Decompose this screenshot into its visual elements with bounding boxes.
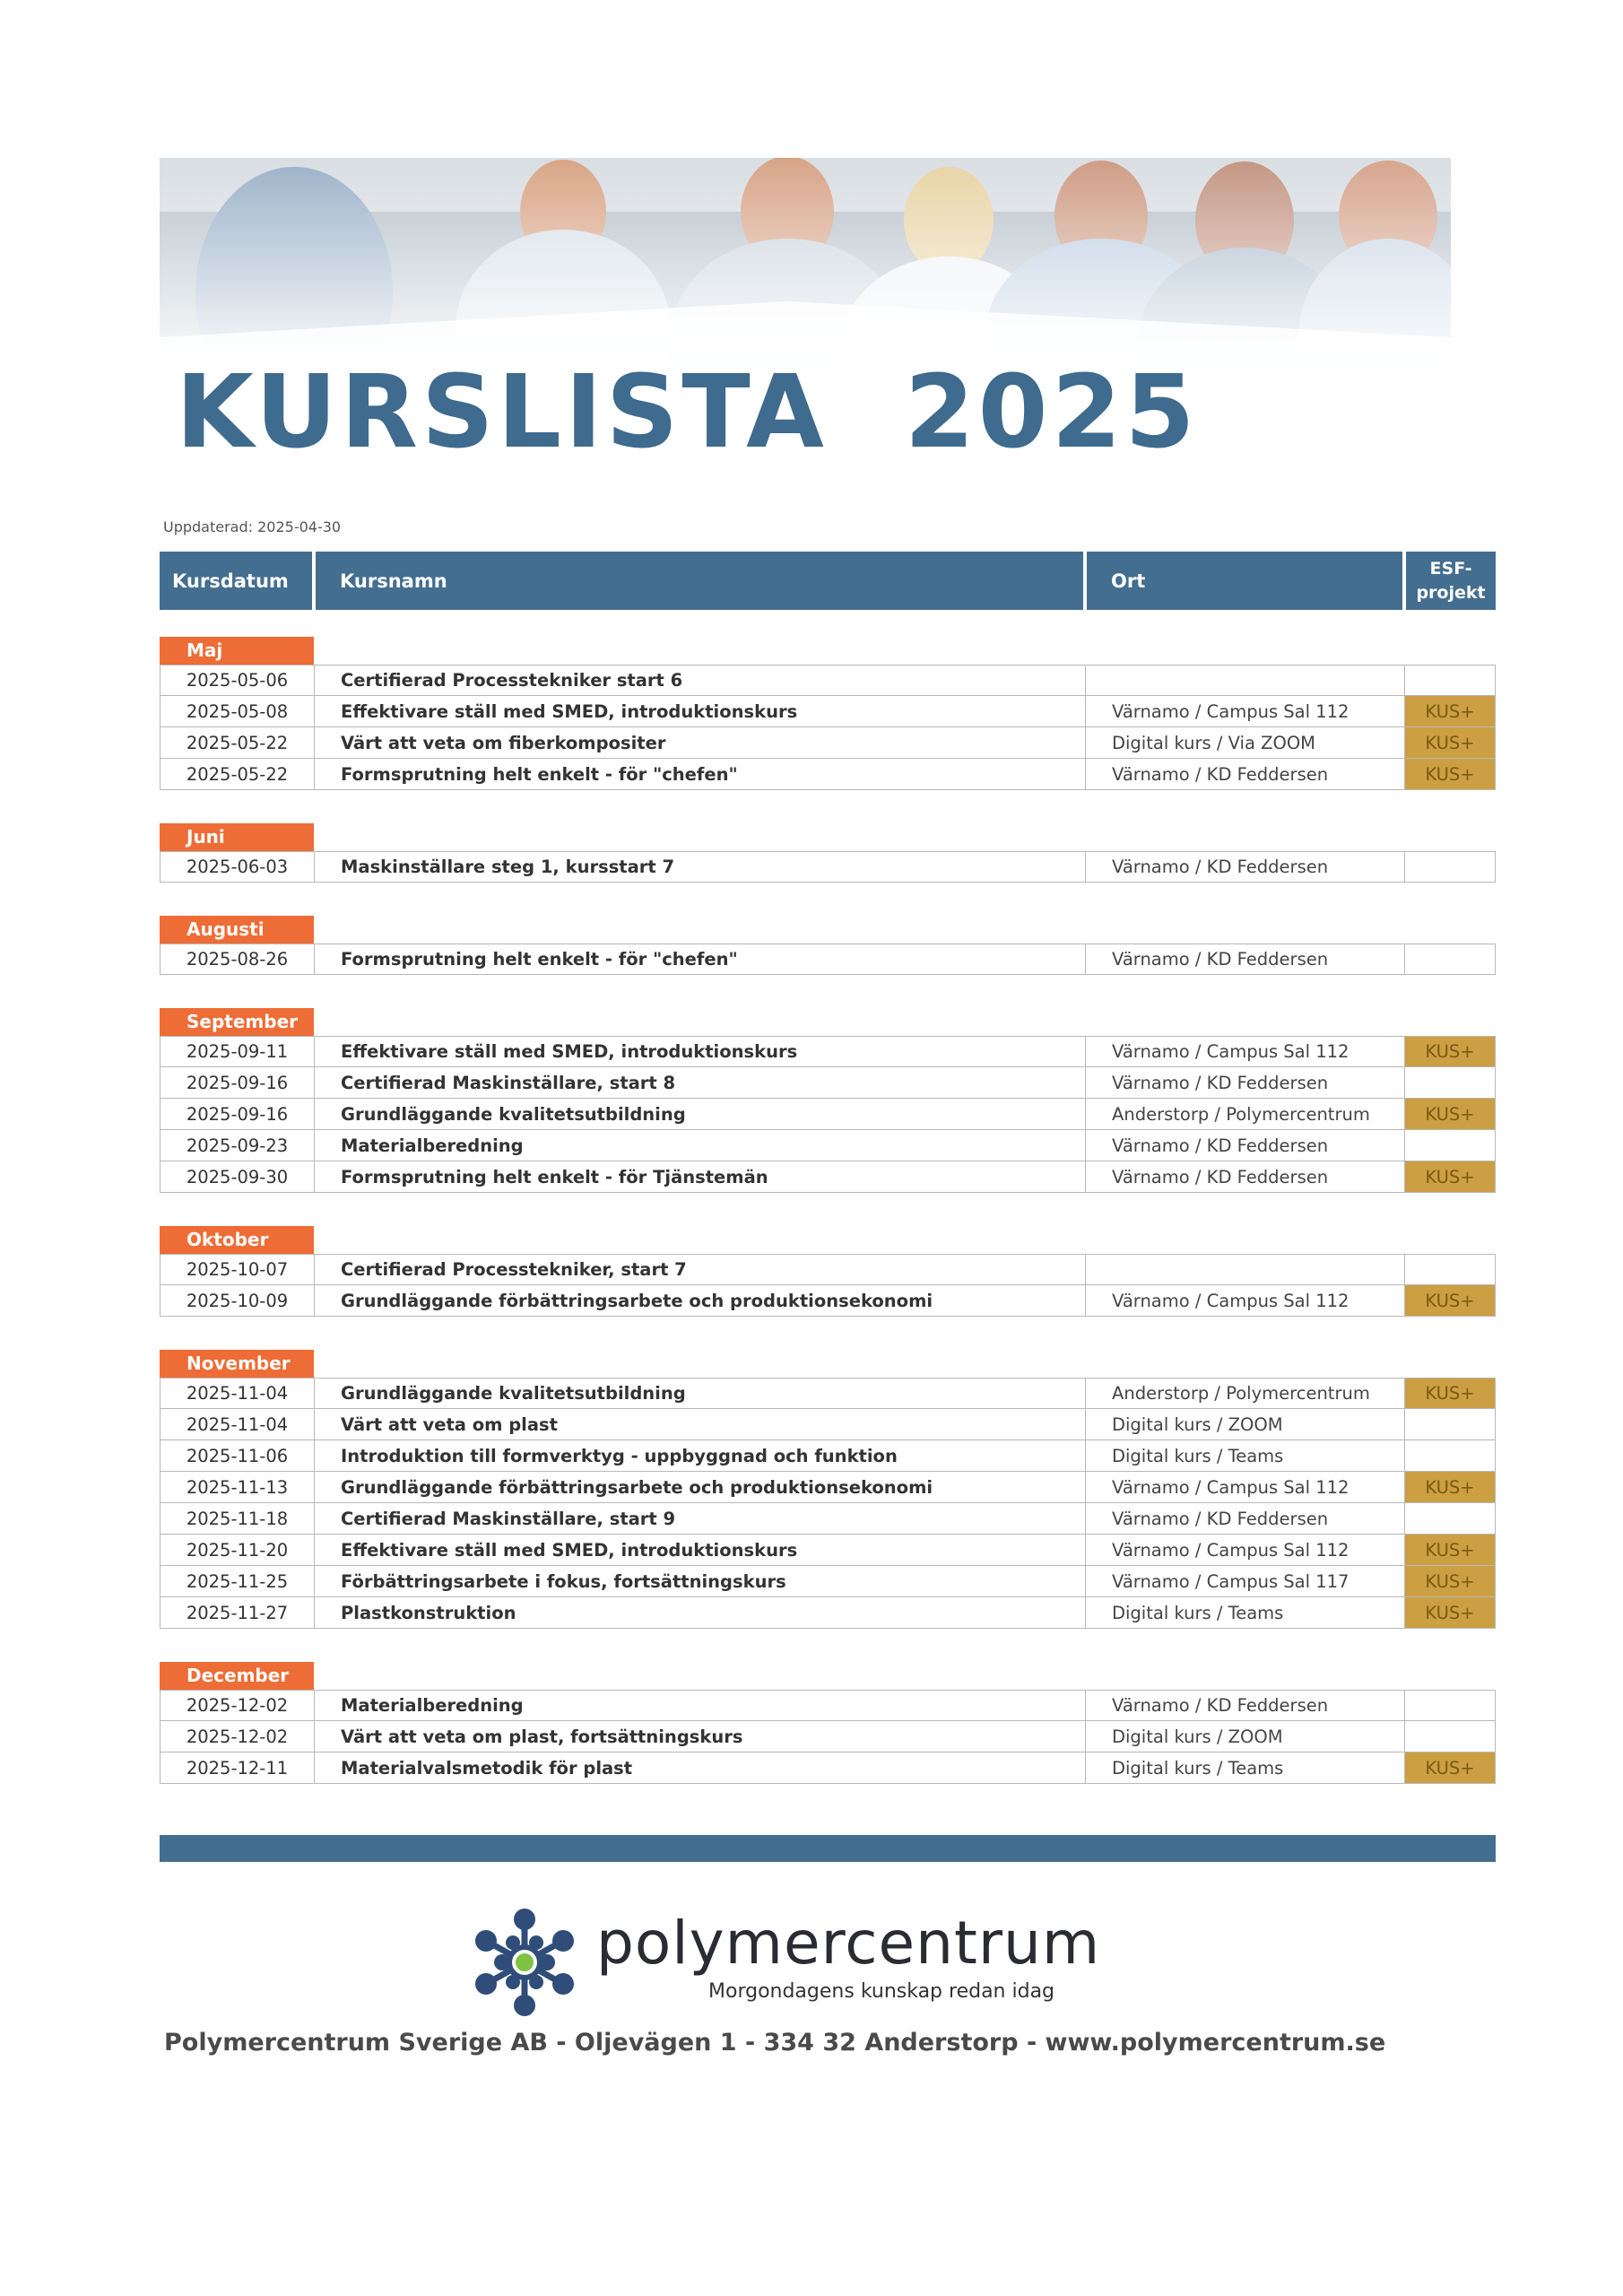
month-label: Juni (160, 823, 314, 851)
course-date: 2025-05-22 (161, 727, 315, 758)
course-date: 2025-09-30 (161, 1161, 315, 1192)
course-date: 2025-11-25 (161, 1566, 315, 1596)
course-location: Digital kurs / Teams (1086, 1597, 1405, 1628)
esf-badge (1405, 1255, 1495, 1284)
course-name: Grundläggande förbättringsarbete och produktionsekonomi (315, 1285, 1086, 1316)
esf-badge: KUS+ (1405, 1597, 1495, 1628)
esf-badge: KUS+ (1405, 1161, 1495, 1192)
course-date: 2025-05-22 (161, 759, 315, 789)
course-location: Värnamo / KD Feddersen (1086, 759, 1405, 789)
course-name: Formsprutning helt enkelt - för "chefen" (315, 944, 1086, 974)
table-row (160, 1036, 1496, 1067)
esf-badge (1405, 852, 1495, 882)
course-name: Förbättringsarbete i fokus, fortsättningskurs (315, 1566, 1086, 1596)
month-section (160, 637, 1496, 823)
month-section (160, 1350, 1496, 1662)
course-date: 2025-11-04 (161, 1378, 315, 1408)
month-label: Oktober (160, 1226, 314, 1254)
course-location: Värnamo / KD Feddersen (1086, 1691, 1405, 1720)
month-section (160, 916, 1496, 1008)
esf-badge: KUS+ (1405, 1285, 1495, 1316)
section-gap (160, 790, 1496, 823)
course-name: Värt att veta om fiberkompositer (315, 727, 1086, 758)
col-kursdatum: Kursdatum (160, 552, 312, 610)
polymercentrum-logo (466, 1909, 1101, 2016)
table-row (160, 851, 1496, 883)
logo-name: polymercentrum (596, 1909, 1101, 1978)
esf-badge (1405, 1503, 1495, 1534)
course-name: Effektivare ställ med SMED, introduktionskurs (315, 696, 1086, 726)
course-name: Grundläggande kvalitetsutbildning (315, 1099, 1086, 1129)
table-row (160, 1409, 1496, 1440)
course-date: 2025-11-20 (161, 1535, 315, 1565)
esf-badge (1405, 1440, 1495, 1471)
course-location: Värnamo / KD Feddersen (1086, 1503, 1405, 1534)
esf-badge: KUS+ (1405, 759, 1495, 789)
course-date: 2025-08-26 (161, 944, 315, 974)
course-location: Värnamo / KD Feddersen (1086, 1130, 1405, 1161)
esf-badge: KUS+ (1405, 1099, 1495, 1129)
logo-tagline: Morgondagens kunskap redan idag (708, 1980, 1055, 2003)
month-label: Maj (160, 637, 314, 665)
course-date: 2025-12-02 (161, 1721, 315, 1752)
table-row (160, 944, 1496, 975)
course-location: Värnamo / Campus Sal 112 (1086, 1535, 1405, 1565)
month-label: December (160, 1662, 314, 1690)
section-gap (160, 1193, 1496, 1226)
course-location: Digital kurs / ZOOM (1086, 1721, 1405, 1752)
table-row (160, 727, 1496, 759)
course-date: 2025-11-18 (161, 1503, 315, 1534)
month-section (160, 1226, 1496, 1350)
course-date: 2025-11-27 (161, 1597, 315, 1628)
esf-badge: KUS+ (1405, 727, 1495, 758)
course-name: Plastkonstruktion (315, 1597, 1086, 1628)
course-date: 2025-12-11 (161, 1752, 315, 1783)
course-name: Effektivare ställ med SMED, introduktionskurs (315, 1037, 1086, 1066)
course-name: Formsprutning helt enkelt - för "chefen" (315, 759, 1086, 789)
course-location: Värnamo / KD Feddersen (1086, 852, 1405, 882)
esf-badge: KUS+ (1405, 696, 1495, 726)
month-label: September (160, 1008, 314, 1036)
table-row (160, 1067, 1496, 1099)
course-name: Maskinställare steg 1, kursstart 7 (315, 852, 1086, 882)
course-date: 2025-11-13 (161, 1472, 315, 1502)
esf-badge: KUS+ (1405, 1378, 1495, 1408)
col-ort: Ort (1087, 552, 1402, 610)
month-section (160, 1662, 1496, 1784)
course-location: Värnamo / Campus Sal 112 (1086, 1285, 1405, 1316)
course-location: Digital kurs / ZOOM (1086, 1409, 1405, 1439)
col-esf-projekt: ESF-projekt (1406, 552, 1496, 610)
course-location: Digital kurs / Teams (1086, 1752, 1405, 1783)
course-location: Värnamo / KD Feddersen (1086, 944, 1405, 974)
course-location: Anderstorp / Polymercentrum (1086, 1099, 1405, 1129)
month-section (160, 1008, 1496, 1226)
course-date: 2025-11-06 (161, 1440, 315, 1471)
course-date: 2025-11-04 (161, 1409, 315, 1439)
course-name: Introduktion till formverktyg - uppbyggnad och funktion (315, 1440, 1086, 1471)
table-header (160, 552, 1496, 610)
esf-badge (1405, 665, 1495, 695)
month-section (160, 823, 1496, 916)
section-gap (160, 1317, 1496, 1350)
course-location: Värnamo / Campus Sal 112 (1086, 1037, 1405, 1066)
divider-bar (160, 1835, 1496, 1862)
col-kursnamn: Kursnamn (316, 552, 1083, 610)
molecule-icon (466, 1909, 583, 2016)
course-location: Värnamo / KD Feddersen (1086, 1161, 1405, 1192)
table-row (160, 1472, 1496, 1503)
course-name: Värt att veta om plast, fortsättningskurs (315, 1721, 1086, 1752)
course-date: 2025-10-07 (161, 1255, 315, 1284)
table-row (160, 1752, 1496, 1784)
course-name: Grundläggande kvalitetsutbildning (315, 1378, 1086, 1408)
table-row (160, 1130, 1496, 1161)
header-photo (160, 158, 1451, 370)
course-location: Värnamo / KD Feddersen (1086, 1067, 1405, 1098)
course-name: Effektivare ställ med SMED, introduktionskurs (315, 1535, 1086, 1565)
course-date: 2025-05-06 (161, 665, 315, 695)
esf-badge: KUS+ (1405, 1472, 1495, 1502)
table-row (160, 1285, 1496, 1317)
esf-badge (1405, 1691, 1495, 1720)
course-name: Formsprutning helt enkelt - för Tjänstemän (315, 1161, 1086, 1192)
course-name: Materialberedning (315, 1130, 1086, 1161)
table-row (160, 1690, 1496, 1721)
course-location: Värnamo / Campus Sal 117 (1086, 1566, 1405, 1596)
course-name: Certifierad Maskinställare, start 9 (315, 1503, 1086, 1534)
section-gap (160, 1629, 1496, 1662)
table-row (160, 1597, 1496, 1629)
course-date: 2025-12-02 (161, 1691, 315, 1720)
esf-badge: KUS+ (1405, 1752, 1495, 1783)
course-date: 2025-09-11 (161, 1037, 315, 1066)
table-row (160, 1161, 1496, 1193)
table-row (160, 1566, 1496, 1597)
page-title: KURSLISTA 2025 (176, 354, 1199, 471)
esf-badge: KUS+ (1405, 1037, 1495, 1066)
table-row (160, 1378, 1496, 1409)
course-location: Värnamo / Campus Sal 112 (1086, 696, 1405, 726)
course-location: Värnamo / Campus Sal 112 (1086, 1472, 1405, 1502)
esf-badge: KUS+ (1405, 1535, 1495, 1565)
table-row (160, 1503, 1496, 1535)
table-row (160, 759, 1496, 790)
footer-address: Polymercentrum Sverige AB - Oljevägen 1 - 334 32 Anderstorp - www.polymercentrum.se (164, 2029, 1386, 2057)
course-name: Materialvalsmetodik för plast (315, 1752, 1086, 1783)
course-location: Digital kurs / Via ZOOM (1086, 727, 1405, 758)
course-location: Anderstorp / Polymercentrum (1086, 1378, 1405, 1408)
updated-date: Uppdaterad: 2025-04-30 (163, 518, 342, 535)
table-row (160, 696, 1496, 727)
section-gap (160, 975, 1496, 1008)
course-date: 2025-09-16 (161, 1067, 315, 1098)
esf-badge (1405, 1130, 1495, 1161)
esf-badge (1405, 1067, 1495, 1098)
table-row (160, 1440, 1496, 1472)
esf-badge (1405, 944, 1495, 974)
table-row (160, 1099, 1496, 1130)
esf-badge (1405, 1721, 1495, 1752)
esf-badge (1405, 1409, 1495, 1439)
month-label: Augusti (160, 916, 314, 944)
course-name: Värt att veta om plast (315, 1409, 1086, 1439)
esf-badge: KUS+ (1405, 1566, 1495, 1596)
course-name: Certifierad Maskinställare, start 8 (315, 1067, 1086, 1098)
month-label: November (160, 1350, 314, 1378)
section-gap (160, 883, 1496, 916)
course-location (1086, 1255, 1405, 1284)
course-date: 2025-09-23 (161, 1130, 315, 1161)
course-date: 2025-06-03 (161, 852, 315, 882)
course-date: 2025-09-16 (161, 1099, 315, 1129)
table-row (160, 665, 1496, 696)
course-table (160, 637, 1496, 1784)
table-row (160, 1535, 1496, 1566)
table-row (160, 1254, 1496, 1285)
course-location: Digital kurs / Teams (1086, 1440, 1405, 1471)
course-name: Certifierad Processtekniker, start 7 (315, 1255, 1086, 1284)
course-name: Certifierad Processtekniker start 6 (315, 665, 1086, 695)
course-location (1086, 665, 1405, 695)
course-name: Grundläggande förbättringsarbete och produktionsekonomi (315, 1472, 1086, 1502)
course-date: 2025-05-08 (161, 696, 315, 726)
course-name: Materialberedning (315, 1691, 1086, 1720)
table-row (160, 1721, 1496, 1752)
course-date: 2025-10-09 (161, 1285, 315, 1316)
